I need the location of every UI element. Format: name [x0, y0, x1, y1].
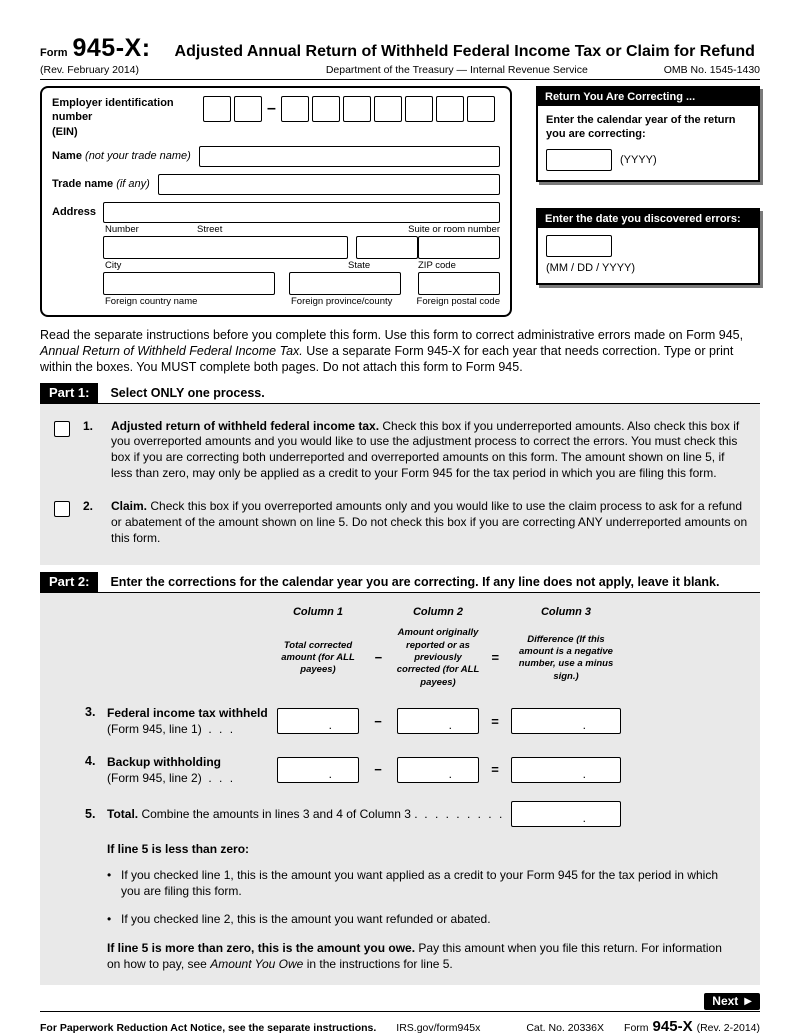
item-1-text: Adjusted return of withheld federal income tax. Check this box if you underreported amounts. Also check this box if you overreported amounts and you would like to use the adjustment process to correct the errors. You must check this box if you are correcting both underreported and overreported amounts on this form. The amount shown on line 5, if less than zero, may only be applied as a credit to your Form 945 for the tax period in which you are filing this form.	[111, 418, 740, 481]
name-input[interactable]	[199, 146, 500, 167]
dot-leader: . . .	[208, 770, 236, 785]
year-format-hint: (YYYY)	[620, 153, 657, 166]
calendar-year-prompt: Enter the calendar year of the return you are correcting:	[546, 114, 736, 141]
ein-digit-box-3[interactable]	[281, 96, 309, 122]
part2-label: Part 2:	[40, 572, 98, 592]
column3-title: Column 3	[540, 606, 592, 619]
part2-body	[40, 593, 760, 985]
foreign-labels-row	[103, 296, 500, 307]
ein-digit-box-7[interactable]	[405, 96, 433, 122]
line-4-label: Backup withholding (Form 945, line 2) . . .	[107, 754, 236, 785]
address-label: Address	[52, 205, 97, 218]
city-label: City	[105, 259, 122, 271]
address-row	[52, 202, 500, 307]
address-fields	[103, 202, 500, 307]
line-4-number: 4.	[85, 753, 96, 768]
ein-label-line2: (EIN)	[52, 125, 78, 138]
line-3-number: 3.	[85, 705, 96, 720]
next-page-button[interactable]: Next ▶	[704, 993, 760, 1010]
line-5-row	[85, 801, 760, 827]
number-label: Number	[105, 223, 139, 235]
equals-sign: =	[491, 762, 499, 778]
decimal-point: .	[582, 766, 586, 781]
foreign-province-label: Foreign province/county	[291, 295, 393, 307]
foreign-province-input[interactable]	[289, 272, 401, 295]
footer-form-word: Form	[624, 1022, 649, 1035]
irs-website: IRS.gov/form945x	[396, 1022, 481, 1035]
less-than-zero-heading: If line 5 is less than zero:	[107, 841, 250, 856]
city-inputs-row	[103, 236, 500, 259]
line-4-column2-amount-box[interactable]	[397, 757, 479, 783]
ein-label	[52, 96, 200, 139]
date-discovered-box	[536, 208, 760, 285]
suite-label: Suite or room number	[408, 223, 500, 235]
paperwork-notice: For Paperwork Reduction Act Notice, see the separate instructions.	[40, 1022, 377, 1035]
minus-sign: −	[374, 713, 382, 729]
footer-form-number: 945-X	[652, 1018, 693, 1035]
street-label: Street	[197, 223, 223, 235]
ein-digit-box-8[interactable]	[436, 96, 464, 122]
ein-digit-box-1[interactable]	[203, 96, 231, 122]
calendar-year-box	[536, 86, 760, 182]
zip-input[interactable]	[418, 236, 500, 259]
decimal-point: .	[328, 718, 332, 733]
decimal-point: .	[582, 810, 586, 825]
form-subheader	[40, 64, 760, 80]
minus-sign: −	[374, 762, 382, 778]
column1-title: Column 1	[292, 606, 344, 619]
ein-digit-box-2[interactable]	[234, 96, 262, 122]
ein-digit-box-6[interactable]	[374, 96, 402, 122]
decimal-point: .	[448, 766, 452, 781]
line-4-column3-amount-box[interactable]	[511, 757, 621, 783]
equals-sign: =	[491, 649, 499, 665]
form-word: Form	[40, 47, 68, 59]
minus-sign: −	[374, 649, 382, 665]
bullet-refund-note: • If you checked line 2, this is the amount you want refunded or abated.	[107, 911, 491, 926]
footer-revision: (Rev. 2-2014)	[696, 1022, 760, 1035]
ein-digit-box-5[interactable]	[343, 96, 371, 122]
part1-title: Select ONLY one process.	[110, 385, 265, 400]
zip-label: ZIP code	[418, 259, 456, 271]
form-header	[40, 34, 760, 63]
taxpayer-identity-box	[40, 86, 512, 317]
process-option-1	[54, 419, 752, 482]
page-footer	[40, 1018, 760, 1035]
line-3-column2-amount-box[interactable]	[397, 708, 479, 734]
trade-name-row	[52, 174, 500, 195]
item-2-number: 2.	[83, 498, 94, 513]
foreign-country-label: Foreign country name	[105, 295, 198, 307]
item-2-text: Claim. Check this box if you overreported amounts only and you would like to use the claim process to ask for a refund or abatement of the amount shown on line 5. Do not check this box if you are correcting ANY underreported amounts on this form.	[111, 498, 748, 545]
calendar-year-input[interactable]	[546, 149, 612, 171]
ein-digit-box-4[interactable]	[312, 96, 340, 122]
trade-name-hint: (if any)	[116, 178, 150, 191]
trade-name-input[interactable]	[158, 174, 500, 195]
bullet-icon: •	[107, 867, 112, 882]
catalog-number: Cat. No. 20336X	[526, 1022, 604, 1035]
column2-title: Column 2	[412, 606, 464, 619]
return-correcting-header: Return You Are Correcting ...	[538, 88, 758, 106]
foreign-inputs-row	[103, 272, 500, 295]
line-3-column3-amount-box[interactable]	[511, 708, 621, 734]
date-discovered-header: Enter the date you discovered errors:	[538, 210, 758, 228]
ein-dash: –	[267, 100, 276, 117]
adjusted-return-checkbox[interactable]	[54, 421, 70, 437]
line-4-column1-amount-box[interactable]	[277, 757, 359, 783]
amount-owed-note: If line 5 is more than zero, this is the amount you owe. Pay this amount when you file this return. For information on how to pay, see Amount You Owe in the instructions for line 5.	[107, 941, 722, 972]
decimal-point: .	[448, 718, 452, 733]
return-correcting-panel	[536, 86, 760, 285]
department-line: Department of the Treasury — Internal Revenue Service	[325, 64, 588, 76]
ein-row	[52, 96, 500, 139]
decimal-point: .	[328, 766, 332, 781]
column-titles-row	[85, 606, 760, 618]
city-input[interactable]	[103, 236, 348, 259]
part1-header	[40, 383, 760, 404]
street-labels-row	[103, 224, 500, 235]
column2-subtitle: Amount originally reported or as previously corrected (for ALL payees)	[396, 627, 480, 688]
name-hint: (not your trade name)	[85, 150, 191, 163]
foreign-postal-input[interactable]	[418, 272, 500, 295]
form-reference	[624, 1018, 760, 1035]
omb-number: OMB No. 1545-1430	[663, 64, 760, 76]
city-labels-row	[103, 260, 500, 271]
top-section	[40, 86, 760, 317]
state-label: State	[348, 259, 371, 271]
decimal-point: .	[582, 718, 586, 733]
trade-name-label: Trade name (if any)	[52, 178, 150, 191]
ein-digit-box-9[interactable]	[467, 96, 495, 122]
street-address-input[interactable]	[103, 202, 500, 223]
line-3-column1-amount-box[interactable]	[277, 708, 359, 734]
part2-header	[40, 572, 760, 593]
equals-sign: =	[491, 713, 499, 729]
dot-leader: . . . . . . . .	[424, 806, 505, 821]
date-discovered-input[interactable]	[546, 235, 612, 257]
part1-label: Part 1:	[40, 383, 98, 403]
line-3-row	[85, 705, 760, 737]
date-format-hint: (MM / DD / YYYY)	[546, 261, 636, 274]
dot-leader: . . .	[208, 722, 236, 737]
process-option-2	[54, 499, 752, 546]
form-number: 945-X:	[72, 34, 151, 62]
column-subtitles-row	[85, 627, 760, 689]
line-5-label: Total. Combine the amounts in lines 3 and 4 of Column 3 . . . . . . . . .	[107, 806, 505, 821]
next-arrow-icon: ▶	[744, 995, 752, 1007]
state-input[interactable]	[356, 236, 418, 259]
line-5-total-amount-box[interactable]	[511, 801, 621, 827]
instructions-paragraph: Read the separate instructions before you complete this form. Use this form to correct administrative errors made on Form 945, Annual Return of Withheld Federal Income Tax. Use a separate Form 945-X for each year that needs correction. Type or print within the boxes. You MUST complete both pages. Do not attach this form to Form 945.	[40, 327, 744, 375]
claim-checkbox[interactable]	[54, 501, 70, 517]
name-row	[52, 146, 500, 167]
revision-date: (Rev. February 2014)	[40, 64, 140, 76]
bullet-icon: •	[107, 911, 112, 926]
part2-title: Enter the corrections for the calendar year you are correcting. If any line does not apply, leave it blank.	[110, 575, 720, 590]
form-title: Adjusted Annual Return of Withheld Federal Income Tax or Claim for Refund	[174, 43, 755, 60]
ein-label-line1: Employer identification number	[52, 97, 174, 124]
part1-body	[40, 404, 760, 566]
line-5-number: 5.	[85, 806, 96, 821]
next-row	[40, 993, 760, 1012]
item-1-number: 1.	[83, 418, 94, 433]
bullet-credit-note: • If you checked line 1, this is the amount you want applied as a credit to your Form 945 for the tax period in which you are filing this form.	[107, 867, 718, 898]
foreign-postal-label: Foreign postal code	[416, 295, 500, 307]
column1-subtitle: Total corrected amount (for ALL payees)	[281, 639, 355, 676]
foreign-country-input[interactable]	[103, 272, 275, 295]
column3-subtitle: Difference (If this amount is a negative number, use a minus sign.)	[518, 633, 614, 682]
panel-gap	[536, 182, 760, 208]
line-3-label: Federal income tax withheld (Form 945, line 1) . . .	[107, 706, 268, 737]
line-4-row	[85, 754, 760, 786]
ein-input-group	[200, 96, 495, 122]
name-label: Name (not your trade name)	[52, 150, 191, 163]
